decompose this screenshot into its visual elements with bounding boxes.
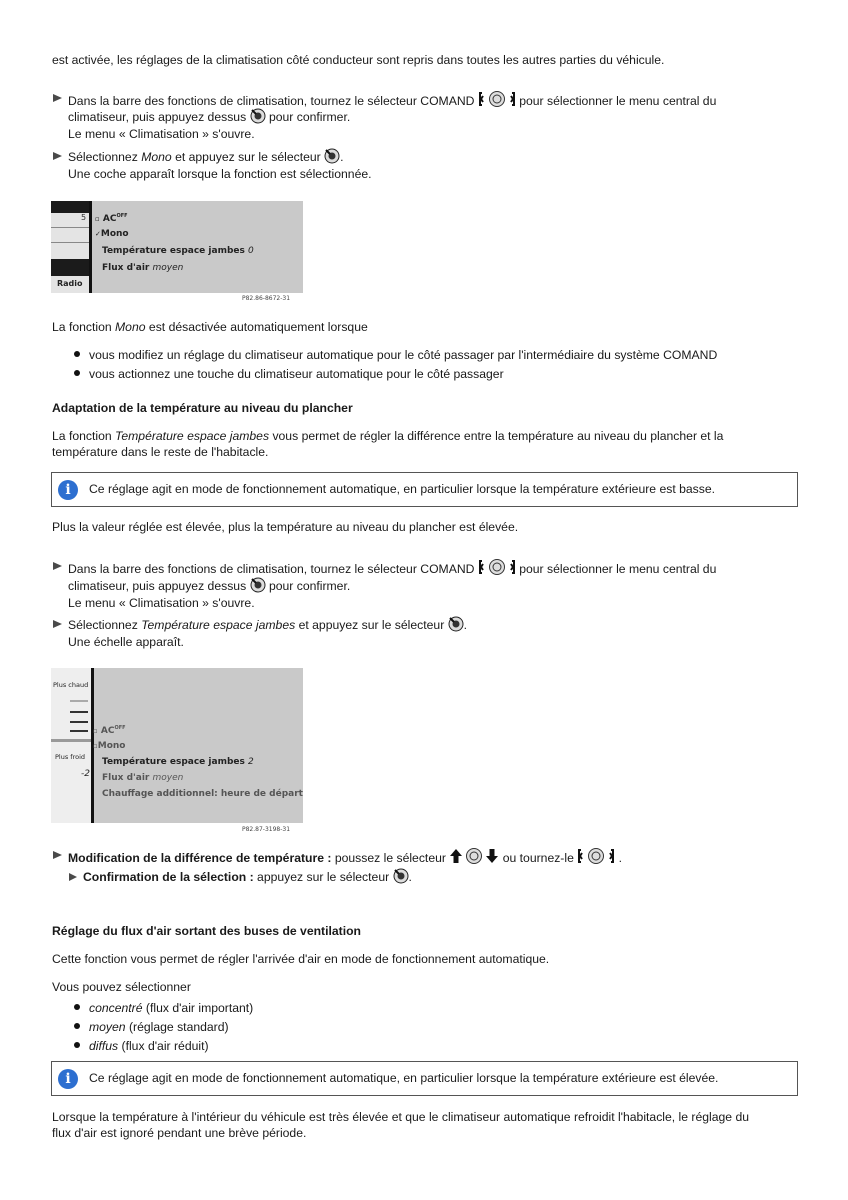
comand-press-icon [448,616,464,632]
info-text: Ce réglage agit en mode de fonctionnement automatique, en particulier lorsque la température extérieure est élevée. [89,1071,719,1085]
comand-rotate-icon [577,847,615,865]
step-result: Une coche apparaît lorsque la fonction est sélectionnée. [68,167,372,181]
bullet-item: diffus (flux d'air réduit) [89,1039,209,1053]
menu-item-flux-air: Flux d'air moyen [102,263,184,273]
menu-item-ac: ▫ $AC^{OFF}$ [95,213,128,224]
bullet-item: vous modifiez un réglage du climatiseur automatique pour le côté passager par l'intermédiaire du système COMAND [89,348,718,362]
higher-paragraph: Plus la valeur réglée est élevée, plus la température au niveau du plancher est élevée. [52,520,519,534]
menu-item-mono: ▫Mono [93,741,126,751]
section-heading: Adaptation de la température au niveau du plancher [52,401,353,415]
menu-item-chauffage: Chauffage additionnel: heure de départ [102,789,303,799]
info-icon: i [58,480,78,500]
scale-value: -2 [81,769,90,779]
figure-caption: P82.86-8672-31 [242,295,291,302]
scale-tick [70,711,88,713]
step-confirmation: Confirmation de la sélection : appuyez sur le sélecteur . [83,870,412,884]
comand-rotate-icon [478,90,516,108]
comand-press-icon [393,868,409,884]
info-icon: i [58,1069,78,1089]
intro-paragraph: est activée, les réglages de la climatisation côté conducteur sont repris dans toutes les autres parties du véhicule. [52,53,665,67]
step-arrow-icon [53,152,62,160]
comand-push-icon [449,847,499,865]
temp-paragraph-cont: température dans le reste de l'habitacle. [52,445,269,459]
menu-item-flux-air: Flux d'air moyen [102,773,184,783]
step-result: Une échelle apparaît. [68,635,184,649]
step-rotate-selector: Dans la barre des fonctions de climatisation, tournez le sélecteur COMAND pour sélectionner le menu central du [68,558,716,577]
section-heading: Réglage du flux d'air sortant des buses de ventilation [52,924,362,938]
menu-item-ac: ▫ $AC^{OFF}$ [93,725,126,736]
step-arrow-icon [53,562,62,570]
step-rotate-selector: Dans la barre des fonctions de climatisation, tournez le sélecteur COMAND pour sélectionner le menu central du [68,90,716,109]
step-confirm-line: climatiseur, puis appuyez dessus pour confirmer. [68,110,351,124]
climate-menu-screenshot-1 [51,201,303,293]
comand-rotate-icon [478,558,516,576]
temp-paragraph: La fonction Température espace jambes vous permet de régler la différence entre la température au niveau du plancher et la [52,429,724,443]
scale-tick [70,700,88,702]
comand-press-icon [250,108,266,124]
bullet-icon [74,1023,80,1029]
step-result: Le menu « Climatisation » s'ouvre. [68,596,255,610]
radio-label: Radio [57,279,83,288]
last-paragraph-cont: flux d'air est ignoré pendant une brève période. [52,1126,307,1140]
info-box [51,472,798,507]
menu-item-mono: ✓Mono [95,229,129,239]
bullet-icon [74,1042,80,1048]
climate-menu-screenshot-2 [51,668,303,823]
scale-tick [70,721,88,723]
last-paragraph: Lorsque la température à l'intérieur du véhicule est très élevée et que le climatiseur automatique refroidit l'habitacle, le réglage du [52,1110,750,1124]
flux-paragraph: Cette fonction vous permet de régler l'arrivée d'air en mode de fonctionnement automatique. [52,952,550,966]
figure-caption: P82.87-3198-31 [242,826,291,833]
side-number: 5 [81,213,87,222]
bullet-icon [74,1004,80,1010]
step-result: Le menu « Climatisation » s'ouvre. [68,127,255,141]
comand-press-icon [250,577,266,593]
menu-item-temp-jambes: Température espace jambes 2 [102,757,254,767]
info-box [51,1061,798,1096]
mono-paragraph: La fonction Mono est désactivée automatiquement lorsque [52,320,368,334]
comand-press-icon [324,148,340,164]
bullet-icon [74,351,80,357]
step-arrow-icon [53,620,62,628]
scale-plus-chaud: Plus chaud [53,681,89,689]
menu-item-temp-jambes: Température espace jambes 0 [102,246,254,256]
bullet-item: moyen (réglage standard) [89,1020,229,1034]
select-paragraph: Vous pouvez sélectionner [52,980,191,994]
bullet-item: concentré (flux d'air important) [89,1001,254,1015]
step-arrow-icon [53,94,62,102]
step-select-temp: Sélectionnez Température espace jambes et appuyez sur le sélecteur . [68,618,468,632]
substep-arrow-icon [69,873,77,881]
step-modification: Modification de la différence de température : poussez le sélecteur ou tournez-le . [68,847,622,866]
scale-plus-froid: Plus froid [55,753,86,761]
scale-marker [51,739,93,742]
bullet-icon [74,370,80,376]
info-text: Ce réglage agit en mode de fonctionnement automatique, en particulier lorsque la température extérieure est basse. [89,482,715,496]
scale-tick [70,730,88,732]
bullet-item: vous actionnez une touche du climatiseur automatique pour le côté passager [89,367,504,381]
step-select-mono: Sélectionnez Mono et appuyez sur le sélecteur . [68,150,344,164]
step-confirm-line: climatiseur, puis appuyez dessus pour confirmer. [68,579,351,593]
step-arrow-icon [53,851,62,859]
